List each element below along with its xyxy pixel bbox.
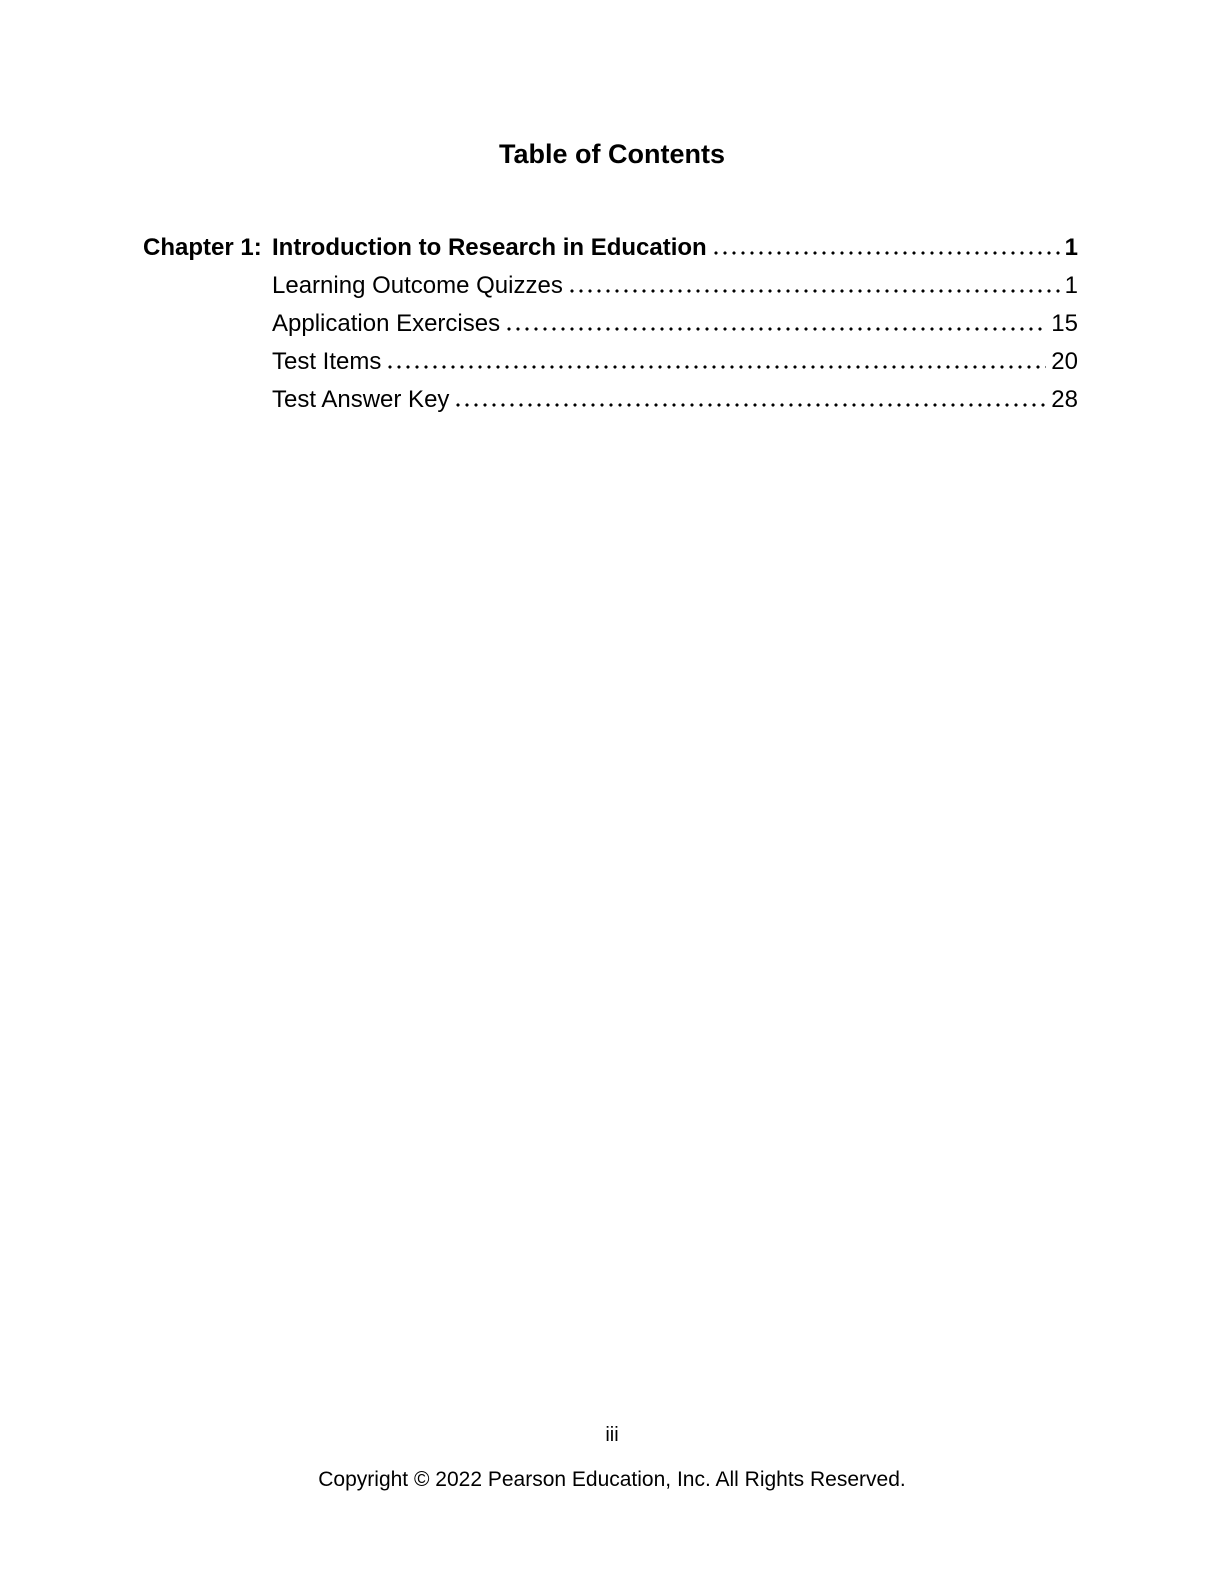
toc-entry-label: Application Exercises <box>272 310 501 337</box>
table-of-contents <box>143 229 1078 419</box>
toc-entry-page-number: 28 <box>1051 386 1078 413</box>
toc-row-chapter-1 <box>143 229 1078 267</box>
toc-row-test-answer-key <box>143 381 1078 419</box>
chapter-page-number: 1 <box>1064 234 1078 261</box>
dot-leader <box>507 327 1046 331</box>
toc-entry-label: Test Answer Key <box>272 386 450 413</box>
toc-entry-page-number: 15 <box>1051 310 1078 337</box>
chapter-title: Introduction to Research in Education <box>272 234 707 261</box>
toc-row-learning-outcome-quizzes <box>143 267 1078 305</box>
dot-leader <box>388 365 1046 369</box>
toc-row-test-items <box>143 343 1078 381</box>
dot-leader <box>714 251 1060 255</box>
page-title: Table of Contents <box>499 139 725 169</box>
copyright-notice: Copyright © 2022 Pearson Education, Inc. All Rights Reserved. <box>318 1468 906 1491</box>
toc-entry-page-number: 20 <box>1051 348 1078 375</box>
toc-entry-page-number: 1 <box>1064 272 1078 299</box>
toc-row-application-exercises <box>143 305 1078 343</box>
chapter-number-label: Chapter 1: <box>143 234 262 261</box>
toc-entry-label: Test Items <box>272 348 382 375</box>
toc-entry-label: Learning Outcome Quizzes <box>272 272 563 299</box>
folio-page-number: iii <box>605 1424 619 1446</box>
dot-leader <box>456 403 1046 407</box>
dot-leader <box>570 289 1060 293</box>
